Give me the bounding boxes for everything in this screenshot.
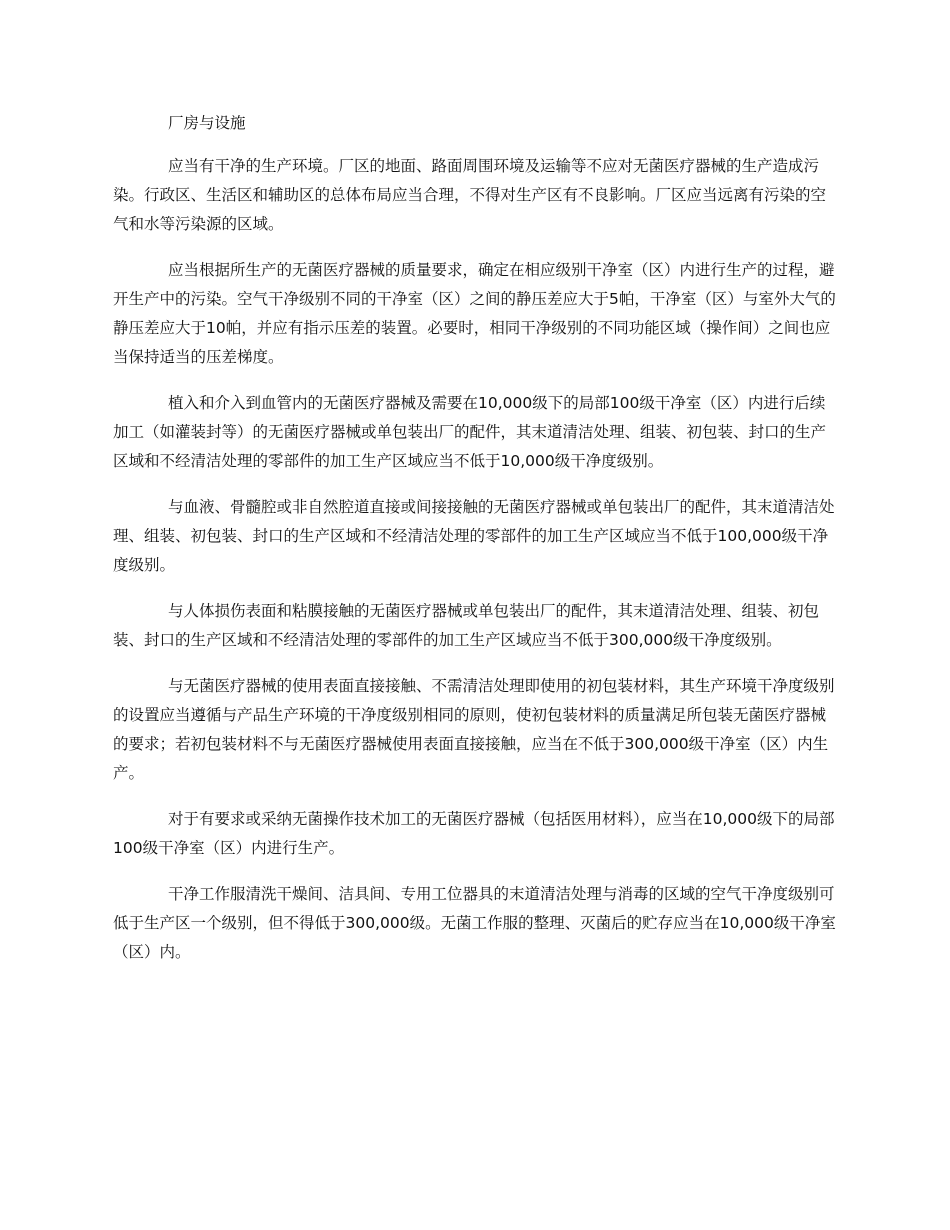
paragraph-environment: 应当有干净的生产环境。厂区的地面、路面周围环境及运输等不应对无菌医疗器械的生产造成污染。行政区、生活区和辅助区的总体布局应当合理，不得对生产区有不良影响。厂区应当远离有污染的空气和水等污染源的区域。 <box>113 157 827 233</box>
paragraph-mucosa-contact-devices: 与人体损伤表面和粘膜接触的无菌医疗器械或单包装出厂的配件，其末道清洁处理、组装、初包装、封口的生产区域和不经清洁处理的零部件的加工生产区域应当不低于300,000级干净度级别。 <box>113 602 820 649</box>
paragraph-pressure-difference: 应当根据所生产的无菌医疗器械的质量要求，确定在相应级别干净室（区）内进行生产的过程，避开生产中的污染。空气干净级别不同的干净室（区）之间的静压差应大于5帕，干净室（区）与室外大气的静压差应大于10帕，并应有指示压差的装置。必要时，相同干净级别的不同功能区域（操作间）之间也应当保持适当的压差梯度。 <box>113 261 836 366</box>
paragraph-blood-contact-devices: 与血液、骨髓腔或非自然腔道直接或间接接触的无菌医疗器械或单包装出厂的配件，其末道清洁处理、组装、初包装、封口的生产区域和不经清洁处理的零部件的加工生产区域应当不低于100,000级干净度级别。 <box>113 498 835 574</box>
paragraph-implant-devices: 植入和介入到血管内的无菌医疗器械及需要在10,000级下的局部100级干净室（区）内进行后续加工（如灌装封等）的无菌医疗器械或单包装出厂的配件，其末道清洁处理、组装、初包装、封口的生产区域和不经清洁处理的零部件的加工生产区域应当不低于10,000级干净度级别。 <box>113 394 827 470</box>
paragraph-primary-packaging: 与无菌医疗器械的使用表面直接接触、不需清洁处理即使用的初包装材料，其生产环境干净度级别的设置应当遵循与产品生产环境的干净度级别相同的原则，使初包装材料的质量满足所包装无菌医疗器械的要求；若初包装材料不与无菌医疗器械使用表面直接接触，应当在不低于300,000级干净室（区）内生产。 <box>113 677 835 782</box>
paragraph-workwear-cleaning: 干净工作服清洗干燥间、洁具间、专用工位器具的末道清洁处理与消毒的区域的空气干净度级别可低于生产区一个级别，但不得低于300,000级。无菌工作服的整理、灭菌后的贮存应当在10,000级干净室（区）内。 <box>113 885 836 961</box>
document-body <box>113 109 837 984</box>
paragraph-aseptic-processing: 对于有要求或采纳无菌操作技术加工的无菌医疗器械（包括医用材料），应当在10,000级下的局部100级干净室（区）内进行生产。 <box>113 810 835 857</box>
section-heading: 厂房与设施 <box>168 114 246 132</box>
